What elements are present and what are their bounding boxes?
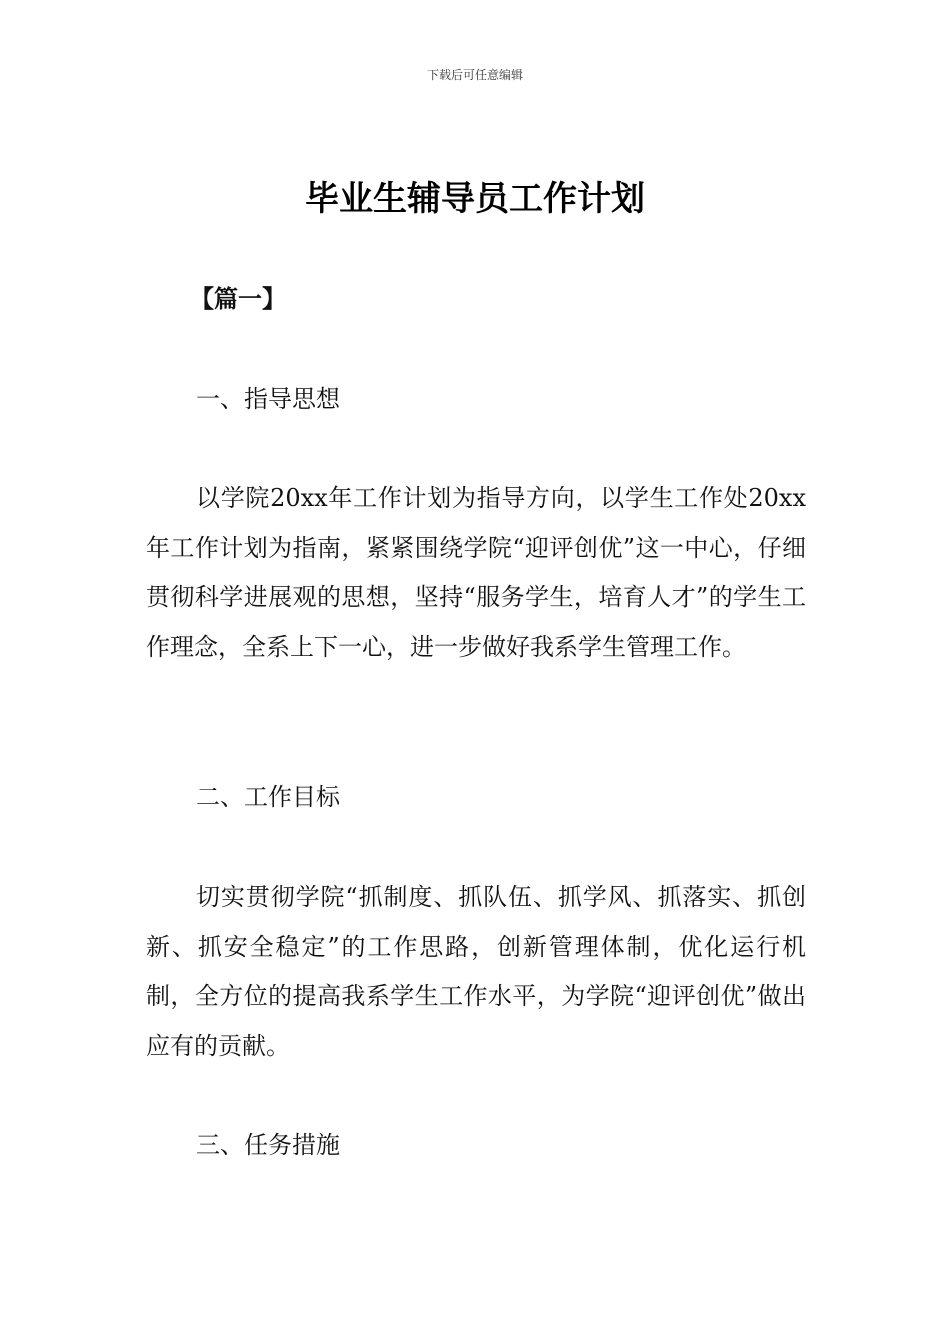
section-heading-2: 二、工作目标	[196, 783, 340, 811]
section-heading-1: 一、指导思想	[196, 385, 340, 413]
section-heading-3: 三、任务措施	[196, 1131, 340, 1159]
section-paragraph-2: 切实贯彻学院“抓制度、抓队伍、抓学风、抓落实、抓创新、抓安全稳定”的工作思路，创新管理体制，优化运行机制，全方位的提高我系学生工作水平，为学院“迎评创优”做出应有的贡献。	[146, 883, 806, 1060]
section-tag: 【篇一】	[190, 285, 286, 313]
document-title: 毕业生辅导员工作计划	[305, 179, 645, 219]
header-note: 下载后可任意编辑	[426, 68, 523, 82]
section-paragraph-1: 以学院20xx年工作计划为指导方向，以学生工作处20xx年工作计划为指南，紧紧围绕学院“迎评创优”这一中心，仔细贯彻科学进展观的思想，坚持“服务学生，培育人才”的学生工作理念，全系上下一心，进一步做好我系学生管理工作。	[146, 484, 806, 661]
